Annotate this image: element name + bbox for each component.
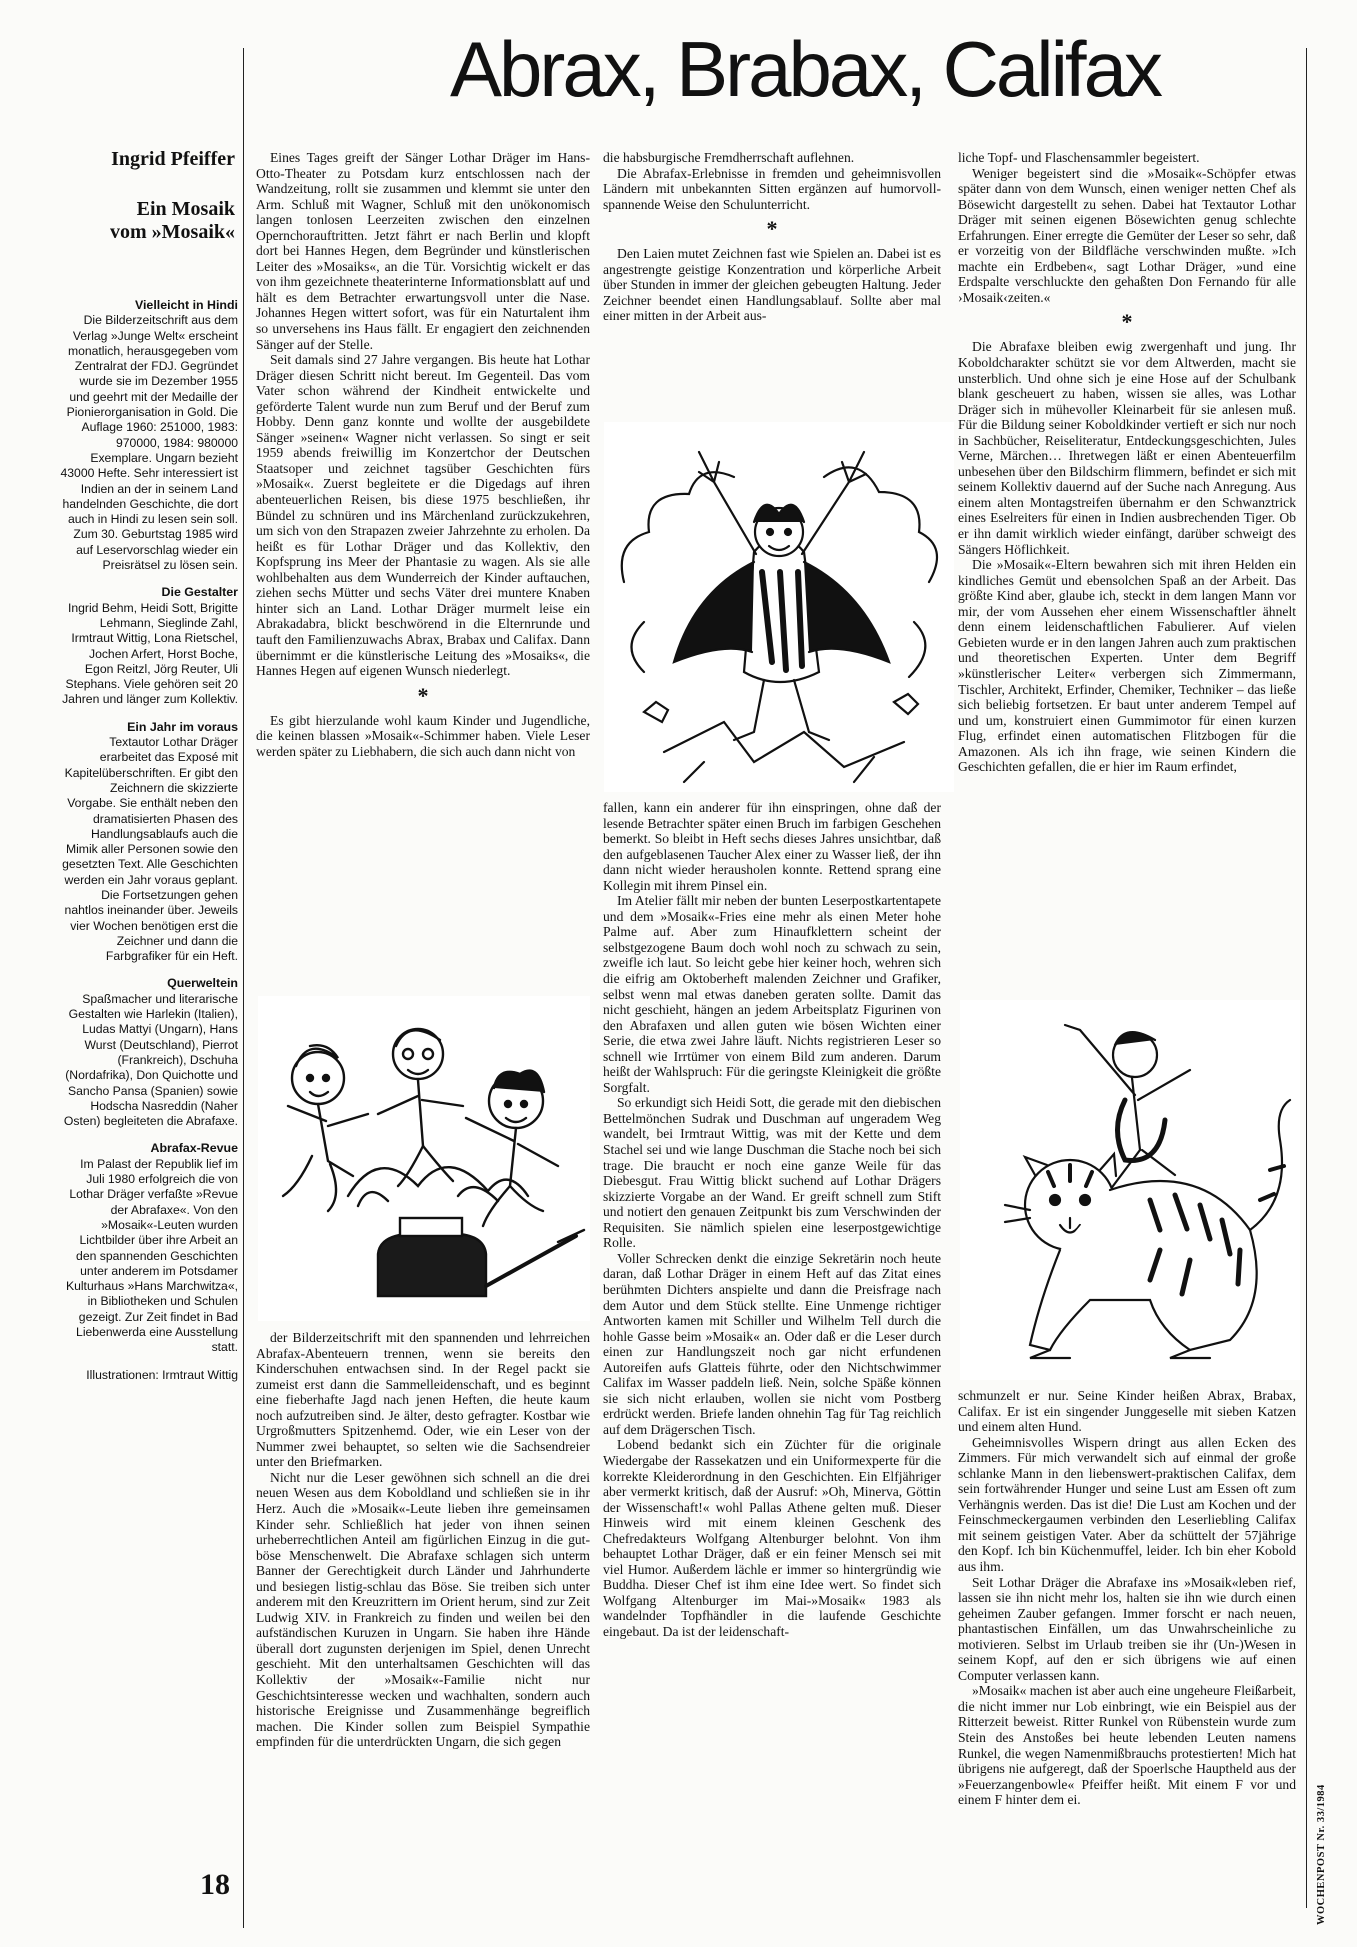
sidebar bbox=[60, 298, 238, 1758]
illus-villain-eruption bbox=[604, 422, 954, 792]
column-1-bottom bbox=[256, 1330, 590, 1910]
paragraph: der Bilderzeitschrift mit den spannenden und lehrreichen Abrafax-Abenteuern trennen, wenn sie bereits den Kinderschuhen entwachsen sind. In der Regel packt sie zumeist erst dann die Sammelleidenschaft, und es beginnt eine fieberhafte Jagd nach jenen Heften, die heute kaum noch aufzutreiben sind. Je älter, desto gefragter. Kostbar wie Urgroßmutters Spitzenhemd. Oder, wie ein Leser von der Nummer zwei behauptet, so selten wie die Sachsendreier unter den Briefmarken. bbox=[256, 1330, 590, 1470]
paragraph: Die Abrafax-Erlebnisse in fremden und geheimnisvollen Ländern mit unbekannten Sitten ergänzen auf humorvoll-spannende Weise den Schulunterricht. bbox=[603, 165, 941, 212]
sidebar-text: Ingrid Behm, Heidi Sott, Brigitte Lehmann, Sieglinde Zahl, Irmtraut Wittig, Lona Rietschel, Jochen Arfert, Horst Boche, Egon Reitzl, Jörg Reuter, Uli Stephans. Viele gehören seit 20 Jahren und länger zum Kollektiv. bbox=[62, 600, 238, 707]
sidebar-heading: Abrafax-Revue bbox=[150, 1141, 238, 1156]
illus-tiger-rider bbox=[960, 1000, 1300, 1380]
drawing-villain-explosion bbox=[604, 422, 954, 792]
paragraph: »Mosaik« machen ist aber auch eine ungeheure Fleißarbeit, die nicht immer nur Lob einbringt, wie ein Beispiel aus der Ritterzeit beweist. Ritter Runkel von Rübenstein wurde zum Stein des Anstoßes bei heute lebenden Leuten namens Runkel, die wegen Namenmißbrauchs protestierten! Mich hat übrigens nie aufgeregt, daß der Spoerlsche Hauptheld aus der »Feuerzangenbowle« Pfeiffer heißt. Mit einem F vor und einem F hinter dem ei. bbox=[958, 1683, 1296, 1808]
paragraph: Seit Lothar Dräger die Abrafaxe ins »Mosaik«leben rief, lassen sie ihn nicht mehr los, halten sie ihn wie durch einen geheimen Zauber gefangen. Immer forscht er nach neuen, phantastischen Einfällen, um das Unwahrscheinliche zu motivieren. Selbst im Urlaub treiben sie ihr (Un-)Wesen in seinem Kopf, auf den er sich übrigens wie auf einen Computer verlassen kann. bbox=[958, 1574, 1296, 1683]
column-2-top bbox=[603, 150, 941, 418]
column-1-top bbox=[256, 150, 590, 988]
paragraph: schmunzelt er nur. Seine Kinder heißen Abrax, Brabax, Califax. Er ist ein singender Junggeselle mit sieben Katzen und einem alten Hund. bbox=[958, 1388, 1296, 1435]
sidebar-heading: Querweltein bbox=[167, 976, 238, 991]
section-star: * bbox=[1121, 309, 1133, 335]
paragraph: liche Topf- und Flaschensammler begeistert. bbox=[958, 150, 1200, 165]
drawing-three-children-ink-pot bbox=[258, 996, 590, 1321]
author-byline: Ingrid Pfeiffer bbox=[111, 148, 235, 170]
column-3-bottom bbox=[958, 1388, 1296, 1910]
paragraph: Die »Mosaik«-Eltern bewahren sich mit ihren Helden ein kindliches Gemüt und ebensolchen Spaß an der Arbeit. Das größte Kind aber, glaube ich, steckt in dem langen Mann vor mir, der vom Aussehen eher einem Wissenschaftler ähnelt denn einem leidenschaftlichen Fabulierer. Auf vielen Gebieten wurde er in den langen Jahren auch zum praktischen und theoretischen Experten. Unter dem Begriff »künstlerischer Leiter« verbergen sich Zimmermann, Tischler, Architekt, Erfinder, Chemiker, Techniker – das ließe sich beliebig fortsetzen. Er baut unter anderem Tempel auf und um, konstruiert einen Gummimotor für einen kurzen Flug, erfindet einen automatischen Flitzbogen für die Amazonen. Als ich ihn frage, wie seinen Kindern die Geschichten gefallen, die er hier im Raum erfindet, bbox=[958, 557, 1296, 775]
paragraph: Nicht nur die Leser gewöhnen sich schnell an die drei neuen Wesen aus dem Koboldland und schließen sie in ihr Herz. Auch die »Mosaik«-Leute lieben ihre gemeinsamen Kinder sehr. Schließlich hat jeder von ihnen seinen urheberrechtlichen Anteil am figürlichen Einzug in die gut-böse Menschenwelt. Die Abrafaxe schlagen sich unterm Banner der Gerechtigkeit durch Länder und Jahrhunderte und besiegen listig-schlau das Böse. Sie treiben sich unter anderem mit den Kreuzrittern im Orient herum, sind zur Zeit Ludwig XIV. in Frankreich zu finden und weilen bei den aufständischen Kuruzen in Ungarn. Sie haben ihre Hände überall dort zugunsten derjenigen im Spiel, denen Unrecht geschieht. Mit den unterhaltsamen Geschichten will das Kollektiv der »Mosaik«-Familie nicht nur Geschichtsinteresse wecken und wachhalten, sondern auch historische Ereignisse und Zusammenhänge begreiflich machen. Die Kinder sollen zum Beispiel Sympathie empfinden für die unterdrückten Ungarn, die sich gegen bbox=[256, 1469, 590, 1750]
paragraph: Seit damals sind 27 Jahre vergangen. Bis heute hat Lothar Dräger diesen Schritt nicht bereut. Im Gegenteil. Das vom Vater schon während der Kindheit entwickelte und geförderte Talent wurde nun zum Beruf und der Beruf zum Hobby. Denn ganz konnte und wollte der ausgebildete Sänger »seinen« Wagner nicht verlassen. So singt er seit 1959 abends freiwillig im Konzertchor der Deutschen Staatsoper und zeichnet tagsüber Geschichten fürs »Mosaik«. Zuerst begleitete er die Digedags auf ihren abenteuerlichen Reisen, bis diese 1975 beschließen, ihr Bündel zu schnüren und ins Märchenland zurückzukehren, um sich von den Strapazen zweier Jahrzehnte zu erholen. Da heißt es für Lothar Dräger und das Kollektiv, den Kopfsprung ins Meer der Phantasie zu wagen. Als sie alle wohlbehalten aus dem Wunderreich der Kinder auftauchen, ziehen sechs Mütter und sechs Väter drei muntere Knaben hinter sich an Land. Lothar Dräger murmelt leise ein Abrakadabra, blickt beschwörend in die Elternrunde und tauft den Familienzuwachs Abrax, Brabax und Califax. Dann übernimmt er die künstlerische Leitung des »Mosaiks«, die Hannes Hegen auf eigenen Wunsch niederlegt. bbox=[256, 352, 590, 679]
rule-right bbox=[1306, 48, 1307, 1908]
paragraph: Eines Tages greift der Sänger Lothar Dräger im Hans-Otto-Theater zu Potsdam kurz entschlossen nach der Wandzeitung, rollt sie zusammen und klemmt sie unter den Arm. Schluß mit Wagner, Schluß mit den unökonomisch langen tonlosen Leerzeiten zwischen den einzelnen Opernchorauftritten. Jetzt fährt er nach Berlin und klopft dort bei Hannes Hegen, dem Begründer und künstlerischen Leiter des »Mosaiks«, an die Tür. Vorsichtig wickelt er das von ihm gezeichnete theaterinterne Informationsblatt auf und hält es dem Betrachter erwartungsvoll unter die Nase. Johannes Hegen wittert sofort, was für ein Naturtalent ihm so unversehens ins Haus fällt. Er engagiert den zeichnenden Sänger auf der Stelle. bbox=[256, 150, 590, 352]
section-star: * bbox=[417, 682, 429, 708]
paragraph: Die Abrafaxe bleiben ewig zwergenhaft und jung. Ihr Koboldcharakter schützt sie vor dem Altwerden, macht sie unsterblich. Und ohne sich je eine Hose auf der Schulbank blank gescheuert zu haben, wissen sie alles, was Lothar Dräger sich in mühevoller Kleinarbeit für sie anlesen muß. Für die Bildung seiner Koboldkinder vertieft er sich nur noch in Sachbücher, Reiseliteratur, Entdeckungsgeschichten, Jules Verne, Märchen… Ihretwegen läßt er einen Abenteuerfilm unbesehen über den Bildschirm flimmern, befindet er sich mit seinem Kollektiv dauernd auf der Suche nach Anregung. Aus einem alten Montagstreifen übernahm er den Schwanztrick eines Eselreiters für einen in Indien ausbrechenden Tiger. Ob er ihn damit wirklich wieder einfängt, darüber schweigt des Sängers Höflichkeit. bbox=[958, 339, 1296, 557]
sidebar-heading: Ein Jahr im voraus bbox=[127, 719, 238, 734]
page-title: Abrax, Brabax, Califax bbox=[449, 25, 1160, 113]
paragraph: So erkundigt sich Heidi Sott, die gerade mit den diebischen Bettelmönchen Sudrak und Duschman auf ungeradem Weg wandelt, bei Irmtraut Wittig, was mit der Kette und dem Stachel sei und wie lange Duschman die Stache noch bei sich trage. Die braucht er noch eine ganze Weile für das Diebesgut. Frau Wittig blickt suchend auf Lothar Drägers skizzierte Vorgabe an der Wand. Er greift schnell zum Stift und notiert den genauen Zeitpunkt bis zum Verschwinden der Requisiten. Sie nämlich spielen eine leserpostgewichtige Rolle. bbox=[603, 1095, 941, 1251]
sidebar-text: Im Palast der Republik lief im Juli 1980 erfolgreich die von Lothar Dräger verfaßte »Revue der Abrafaxe«. Von den »Mosaik«-Leuten wurden Lichtbilder über ihre Arbeit an den spannenden Geschichten unter anderem im Potsdamer Kulturhaus »Hans Marchwitza«, in Bibliotheken und Schulen gezeigt. Zur Zeit findet in Bad Liebenwerda eine Ausstellung statt. bbox=[65, 1156, 238, 1355]
paragraph: Den Laien mutet Zeichnen fast wie Spielen an. Dabei ist es angestrengte geistige Konzentration und körperliche Arbeit über Stunden in immer der gleichen gebeugten Haltung. Jeder Zeichner beendet einen Handlungsablauf. Sollte aber mal einer mitten in der Arbeit aus- bbox=[603, 246, 941, 324]
rule-sidebar bbox=[243, 48, 244, 1928]
publication-footer: WOCHENPOST Nr. 33/1984 bbox=[1316, 1784, 1327, 1925]
paragraph: Weniger begeistert sind die »Mosaik«-Schöpfer etwas später dann von dem Wunsch, einen weniger netten Chef als Bösewicht dargestellt zu sehen. Dabei hat Textautor Lothar Dräger mit seinen eigenen Bösewichten genug schlechte Erfahrungen. Einer erregte die Gemüter der Leser so sehr, daß er vorzeitig von der Bildfläche verschwinden mußte. »Ich machte ein Erdbeben«, sagt Lothar Dräger, »und eine Erdspalte verschluckte den gehaßten Don Fernando für alle ›Mosaik‹zeiten.« bbox=[958, 165, 1296, 305]
sidebar-credit: Illustrationen: Irmtraut Wittig bbox=[86, 1367, 238, 1382]
section-star: * bbox=[766, 216, 778, 242]
paragraph: fallen, kann ein anderer für ihn einspringen, ohne daß der lesende Betrachter später einen Bruch im farbigen Geschehen bemerkt. So bleibt in Heft sechs dieses Jahres unsichtbar, daß den aufgeblasenen Taucher Alex einer zu Wasser ließ, der ihn dann nicht wieder herausholen konnte. Rettend sprang eine Kollegin mit ihrem Pinsel ein. bbox=[603, 800, 941, 893]
illus-three-abrafaxe bbox=[258, 996, 590, 1321]
sidebar-heading: Die Gestalter bbox=[161, 585, 238, 600]
column-3-top bbox=[958, 150, 1296, 992]
paragraph: Geheimnisvolles Wispern dringt aus allen Ecken des Zimmers. Für mich verwandelt sich auf einmal der große schlanke Mann in den liebenswert-praktischen Califax, dem sein fortwährender Hunger und seine Lust am Essen oft zum Verhängnis werden. Das ist die! Die Lust am Kochen und der Feinschmeckergaumen verbinden den Leserliebling Califax mit seinem geistigen Vater. Aber da schüttelt der 57jährige den Kopf. Ich bin Küchenmuffel, leider. Ich bin eher Kobold aus ihm. bbox=[958, 1434, 1296, 1575]
sidebar-text: Die Bilderzeitschrift aus dem Verlag »Junge Welt« erscheint monatlich, herausgegeben vom Zentralrat der FDJ. Gegründet wurde sie im Dezember 1955 und geehrt mit der Medaille der Pionierorganisation in Gold. Die Auflage 1960: 251000, 1983: 970000, 1984: 980000 Exemplare. Ungarn bezieht 43000 Hefte. Sehr interessiert ist Indien an der in seinem Land handelnden Geschichte, die dort auch in Hindi zu lesen sein soll. Zum 30. Geburtstag 1985 wird auf Leservorschlag wieder ein Preisrätsel zu lösen sein. bbox=[60, 313, 238, 573]
page-number: 18 bbox=[200, 1868, 230, 1901]
paragraph: die habsburgische Fremdherrschaft auflehnen. bbox=[603, 150, 855, 165]
sidebar-text: Spaßmacher und literarische Gestalten wie Harlekin (Italien), Ludas Mattyi (Ungarn), Hans Wurst (Deutschland), Pierrot (Frankreich), Dschuha (Nordafrika), Don Quichotte und Sancho Pansa (Spanien) sowie Hodscha Nasreddin (Naher Osten) begleiteten die Abrafaxe. bbox=[63, 991, 238, 1129]
article-headline: Ein Mosaik vom »Mosaik« bbox=[110, 198, 235, 243]
sidebar-heading: Vielleicht in Hindi bbox=[134, 298, 238, 312]
paragraph: Im Atelier fällt mir neben der bunten Leserpostkartentapete und dem »Mosaik«-Fries eine mehr als einen Meter hohe Palme auf. Aber zum Hinaufklettern scheint der selbstgezogene Baum doch wohl noch zu schwach zu sein, zweifle ich laut. So leicht gebe hier keiner hoch, wehren sich die eifrig am Oktoberheft malenden Zeichner und Grafiker, selbst wenn mal etwas daneben geraten sollte. Damit das nicht geschieht, hängen an jedem Arbeitsplatz Figurinen von den Abrafaxen und allen guten wie bösen Wichten einer Serie, die etwa zwei Jahre läuft. Nichts registrieren Leser so schnell wie Irrtümer von einem Bild zum anderen. Darum heißt der Wahlspruch: Für die geringste Kleinigkeit die größte Sorgfalt. bbox=[603, 893, 941, 1095]
column-2-bottom bbox=[603, 800, 941, 1910]
sidebar-text: Textautor Lothar Dräger erarbeitet das Exposé mit Kapitelüberschriften. Er gibt den Zeichnern die skizzierte Vorgabe. Sie enthält neben den dramatisierten Phasen des Handlungsablaufs auch die Mimik aller Personen sowie den gesetzten Text. Alle Geschichten werden ein Jahr voraus geplant. Die Fortsetzungen gehen nahtlos ineinander über. Jeweils vier Wochen benötigen erst die Zeichner und dann die Farbgrafiker für ein Heft. bbox=[62, 735, 238, 964]
drawing-tiger-with-rider bbox=[960, 1000, 1300, 1380]
paragraph: Es gibt hierzulande wohl kaum Kinder und Jugendliche, die keinen blassen »Mosaik«-Schimmer haben. Viele Leser werden später zu Liebhabern, die sich auch dann nicht von bbox=[256, 712, 590, 759]
paragraph: Lobend bedankt sich ein Züchter für die originale Wiedergabe der Rassekatzen und ein Uniformexperte für die korrekte Kleiderordnung in den Geschichten. Ein Elfjähriger aber vermerkt kritisch, daß der Ausruf: »Oh, Minerva, Göttin der Wissenschaft!« wohl Pallas Athene gelten muß. Dieser Hinweis wird mit einem kleinen Geschenk des Chefredakteurs Wolfgang Altenburger belohnt. Von ihm behauptet Lothar Dräger, daß er ein feiner Mensch sei mit viel Humor. Außerdem lächle er immer so hintergründig wie Buddha. Dieser Chef ist ihm eine Idee wert. So findet sich Wolfgang Altenburger im Mai-»Mosaik« 1983 als wandelnder Topfhändler in die laufende Geschichte eingebaut. Da ist der leidenschaft- bbox=[603, 1437, 941, 1639]
paragraph: Voller Schrecken denkt die einzige Sekretärin noch heute daran, daß Lothar Dräger in einem Heft auf das Zitat eines berühmten Dichters anspielte und dann die Preisfrage nach dem Autor und dem Stück stellte. Eine Unmenge richtiger Antworten kamen mit Schiller und Wilhelm Tell durch die hohle Gasse beim »Mosaik« an. Oder daß er die Leser durch einen zur Handlungszeit noch gar nicht erfundenen Autoreifen aufs Glatteis führte, oder den Nichtschwimmer Califax im Wasser paddeln ließ. Nein, solche Späße können sie sich nicht erlauben, wollen sie nicht vom Postberg erdrückt werden. Briefe landen ohnehin Tag für Tag reichlich auf dem Drägerschen Tisch. bbox=[603, 1250, 941, 1437]
